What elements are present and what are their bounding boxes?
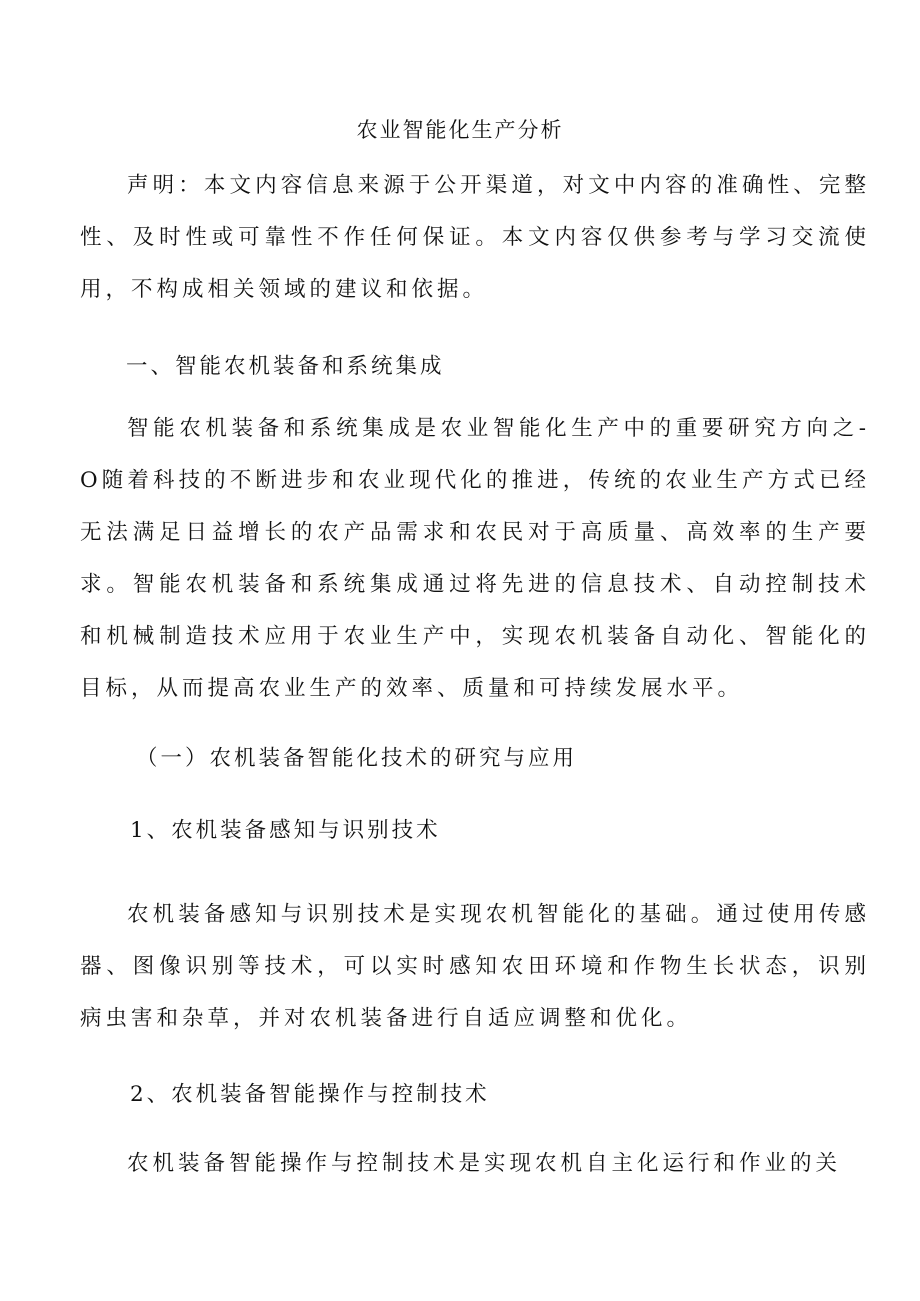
disclaimer-paragraph: 声明：本文内容信息来源于公开渠道，对文中内容的准确性、完整性、及时性或可靠性不作任何保证。本文内容仅供参考与学习交流使用，不构成相关领域的建议和依据。 xyxy=(80,173,870,302)
item-heading-1: 1、农机装备感知与识别技术 xyxy=(130,818,441,843)
item-1-paragraph: 农机装备感知与识别技术是实现农机智能化的基础。通过使用传感器、图像识别等技术，可以实时感知农田环境和作物生长状态，识别病虫害和杂草，并对农机装备进行自适应调整和优化。 xyxy=(80,902,870,1031)
subsection-heading-1: （一）农机装备智能化技术的研究与应用 xyxy=(136,746,578,771)
item-2-paragraph: 农机装备智能操作与控制技术是实现农机自主化运行和作业的关 xyxy=(127,1151,842,1176)
section-heading-1: 一、智能农机装备和系统集成 xyxy=(126,354,445,379)
document-title: 农业智能化生产分析 xyxy=(356,118,564,142)
section-1-paragraph: 智能农机装备和系统集成是农业智能化生产中的重要研究方向之-O随着科技的不断进步和农业现代化的推进，传统的农业生产方式已经无法满足日益增长的农产品需求和农民对于高质量、高效率的生产要求。智能农机装备和系统集成通过将先进的信息技术、自动控制技术和机械制造技术应用于农业生产中，实现农机装备自动化、智能化的目标，从而提高农业生产的效率、质量和可持续发展水平。 xyxy=(80,416,870,701)
item-heading-2: 2、农机装备智能操作与控制技术 xyxy=(130,1082,490,1107)
